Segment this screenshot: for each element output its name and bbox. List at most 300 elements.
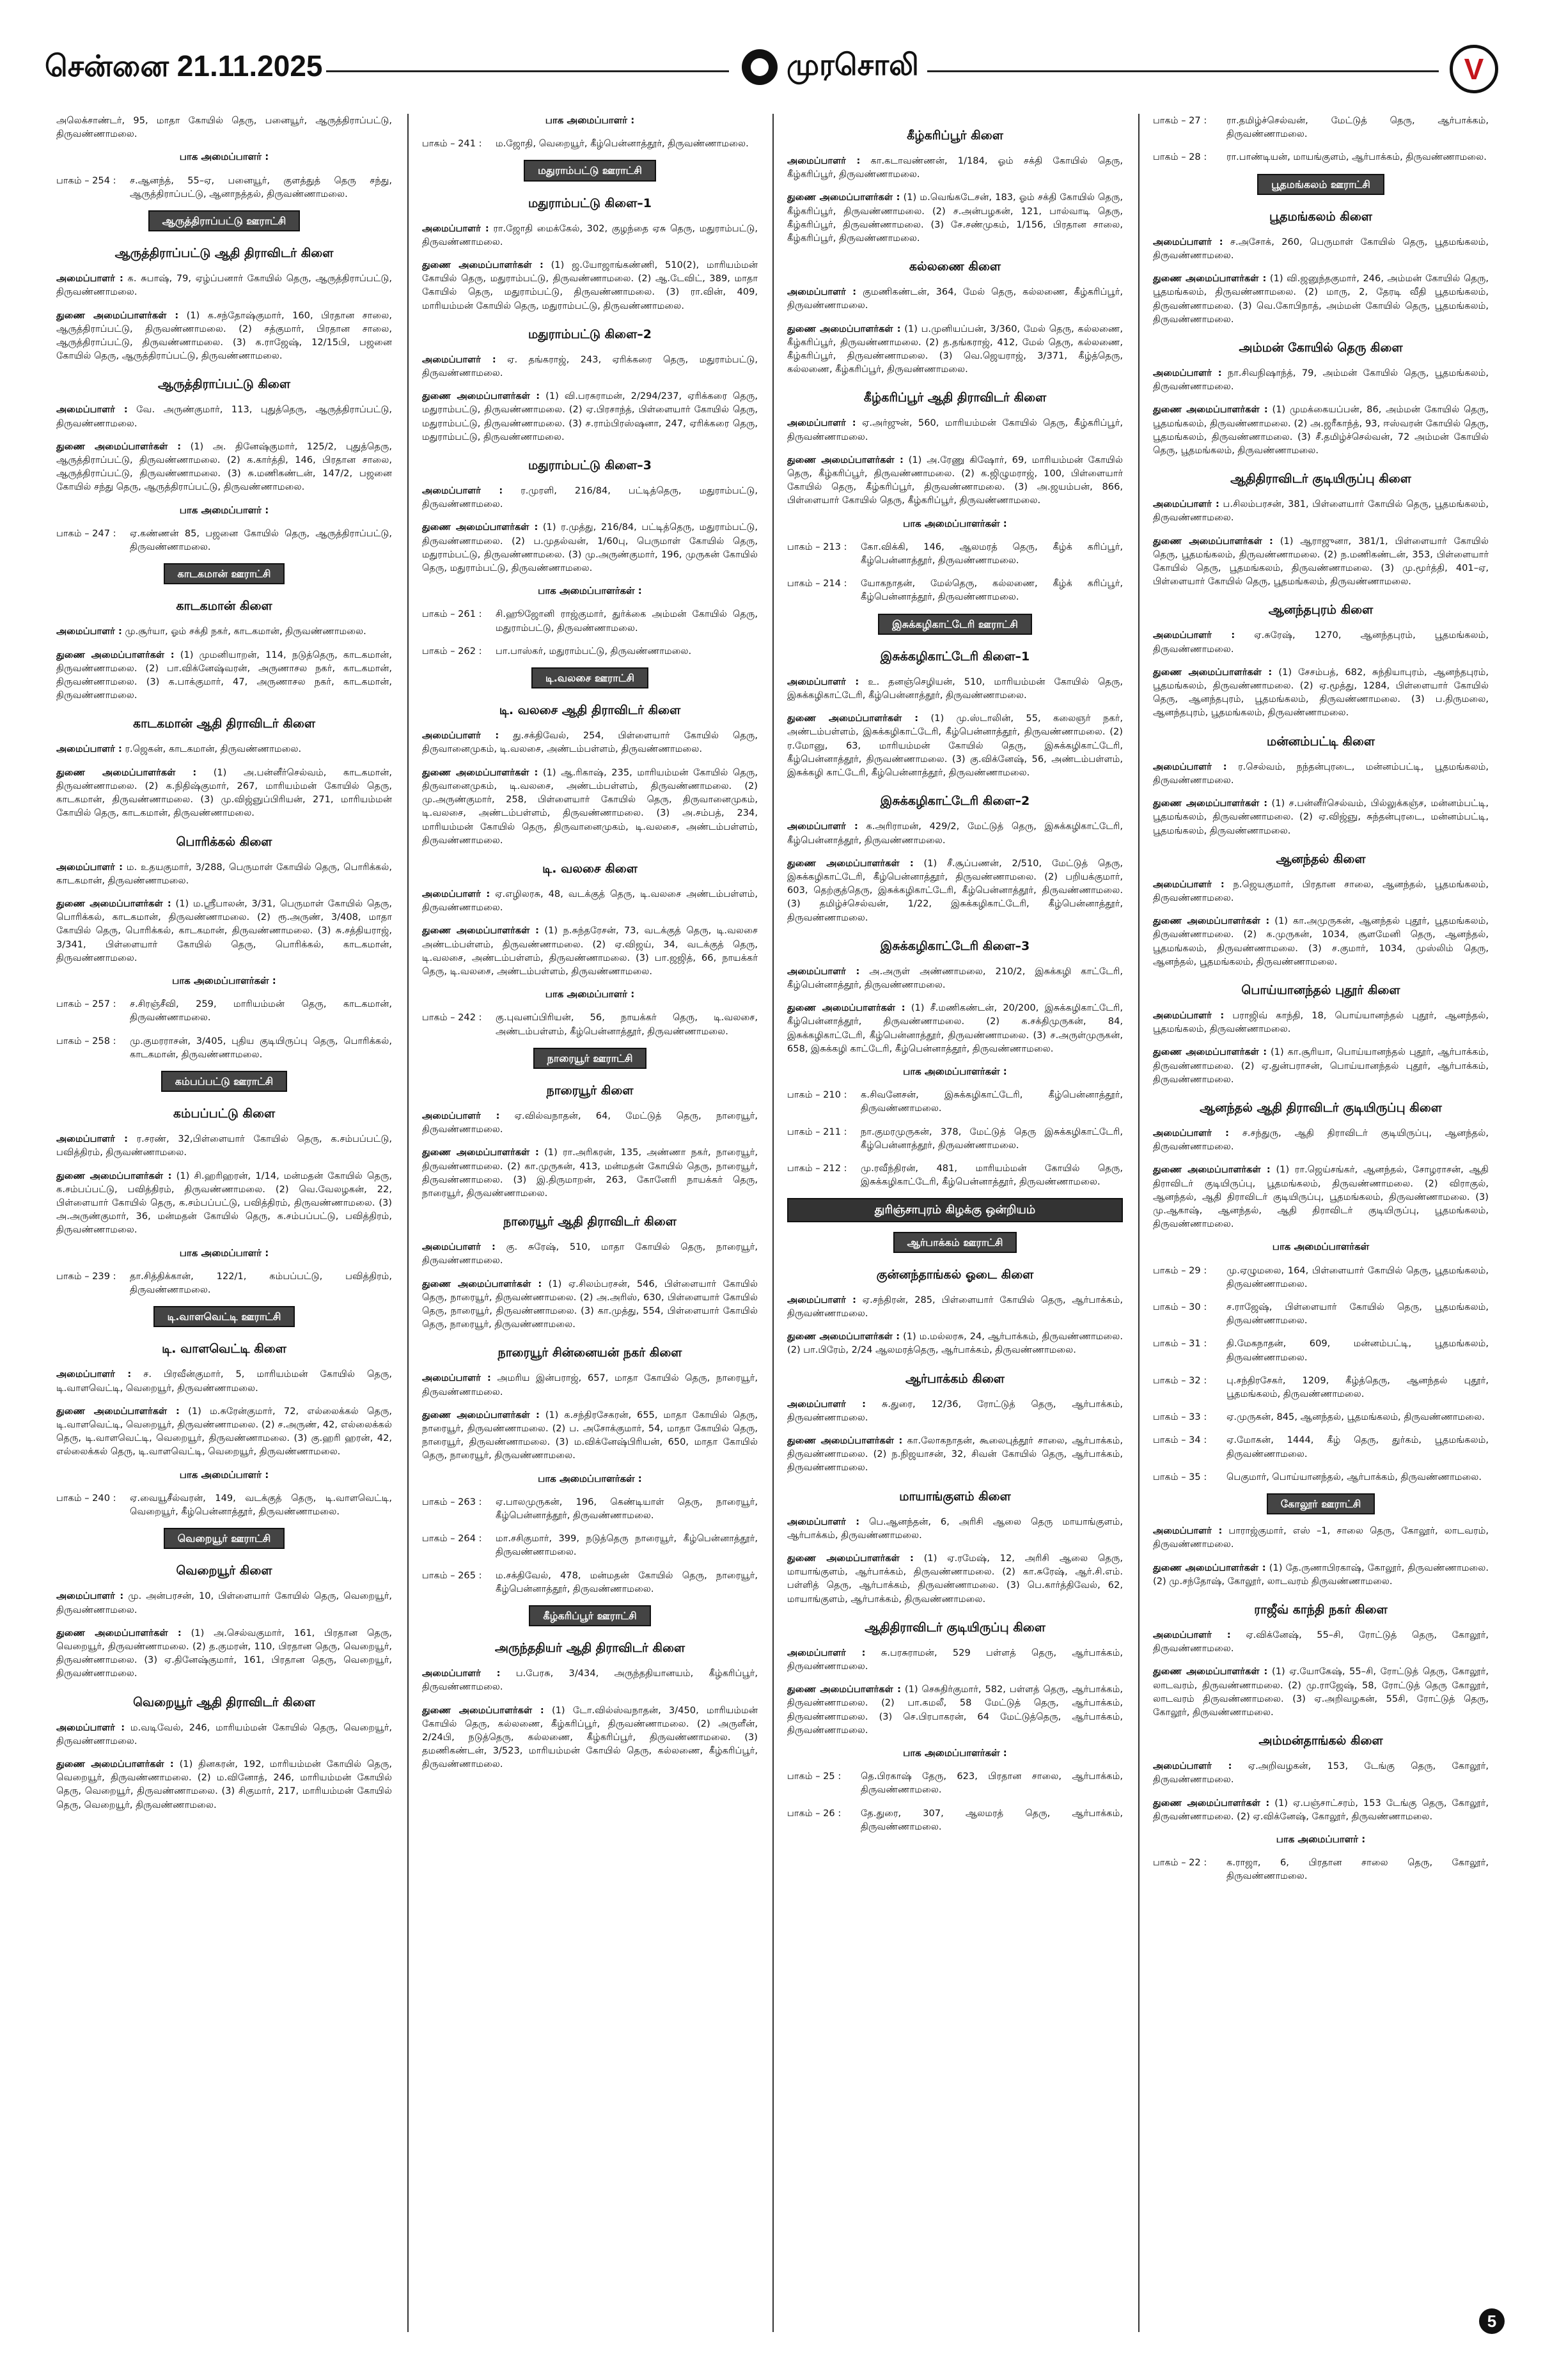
booth-member: ஏ.முருகன், 845, ஆனந்தல், பூதமங்கலம், திருவண்ணாமலை.: [1226, 1412, 1485, 1423]
branch-heading: நாரையூர் ஆதி திராவிடர் கிளை: [503, 1215, 677, 1229]
booth-section-title: பாக அமைப்பாளர்கள் :: [903, 1747, 1007, 1759]
member-entry: [56, 1757, 392, 1812]
booth-section-title: பாக அமைப்பாளர் :: [179, 504, 269, 516]
member-details: து.சக்திவேல், 254, பிள்ளையார் கோயில் தெரு, திருவானைமுகம், டி.வலசை, அண்டம்பள்ளம், திருவண்ணாமலை.: [422, 730, 758, 755]
member-details: (1) வி.ஜனுந்தகுமார், 246, அம்மன் கோயில் தெரு, பூதமங்கலம், திருவண்ணாமலை. (2) மாரு, 2, தேரடி வீதி பூதமங்கலம், திருவண்ணாமலை. (3) வெ.கோபிநாத், அம்மன் கோயில் தெரு, பூதமங்கலம், திருவண்ணாமலை.: [1153, 273, 1489, 325]
member-details: (1) க.சந்தோஷ்குமார், 160, பிரதான சாலை, ஆருத்திராப்பட்டு, திருவண்ணாமலை. (2) சத்குமார், பிரதான சாலை, ஆருத்திராப்பட்டு, திருவண்ணாமலை. (3) க.ராஜேஷ், 12/15பி, பஜனை கோயில் தெரு, ஆருத்திராப்பட்டு, திருவண்ணாமலை.: [56, 309, 392, 362]
member-entry: [422, 1704, 758, 1771]
role-label: அமைப்பாளர் :: [422, 730, 499, 742]
booth-number: பாகம் – 33 :: [1153, 1412, 1207, 1423]
branch-heading: ஆதிதிராவிடர் குடியிருப்பு கிளை: [865, 1620, 1046, 1635]
member-entry: [1153, 1561, 1489, 1588]
booth-member: பு.சந்திரசேகர், 1209, கீழ்த்தெரு, ஆனந்தல் புதூர், பூதமங்கலம், திருவண்ணாமலை.: [1226, 1374, 1489, 1399]
booth-entry: [422, 137, 758, 150]
booth-member: தெ.பிரகாஷ் தேரு, 623, பிரதான சாலை, ஆர்பாக்கம், திருவண்ணாமலை.: [861, 1771, 1123, 1796]
booth-section-title: பாக அமைப்பாளர்கள் :: [538, 585, 642, 597]
branch-heading: வெறையூர் ஆதி திராவிடர் கிளை: [133, 1695, 315, 1709]
booth-section-title: பாக அமைப்பாளர் :: [545, 988, 635, 1000]
member-details: (1) கா.அமுருகன், ஆனந்தல் புதூர், பூதமங்கலம், திருவண்ணாமலை. (2) க.முருகன், 1034, சூளமேனி தெரு, ஆனந்தல், பூதமங்கலம், திருவண்ணாமலை. (3) ச.குமார், 1034, முஸ்லிம் தெரு, ஆனந்தல், பூதமங்கலம், திருவண்ணாமலை.: [1153, 915, 1489, 967]
member-entry: [787, 154, 1123, 181]
role-label: துணை அமைப்பாளர்கள் :: [787, 454, 904, 465]
branch-heading: ஆதிதிராவிடர் குடியிருப்பு கிளை: [1230, 472, 1411, 486]
role-label: அமைப்பாளர் :: [1153, 236, 1223, 247]
booth-number: பாகம் – 35 :: [1153, 1471, 1207, 1482]
paper-name: முரசொலி: [787, 47, 919, 82]
member-details: அமரிய இன்பராஜ், 657, மாதா கோயில் தெரு, நாரையூர், திருவண்ணாமலை.: [422, 1373, 758, 1397]
role-label: அமைப்பாளர் :: [1153, 499, 1219, 510]
role-label: அமைப்பாளர் :: [422, 1110, 500, 1121]
booth-member: ச.சிரஞ்சீவி, 259, மாரியம்மன் தெரு, காடகமான், திருவண்ணாமலை.: [130, 999, 392, 1023]
booth-member: ச.ராஜேஷ், பிள்ளையார் கோயில் தெரு, பூதமங்கலம், திருவண்ணாமலை.: [1226, 1301, 1489, 1326]
member-details: ப.சிலம்பரசன், 381, பிள்ளையார் கோயில் தெரு, பூதமங்கலம், திருவண்ணாமலை.: [1153, 499, 1489, 524]
member-entry: [787, 820, 1123, 846]
member-details: (1) ஜ.யோஜாங்கண்ணி, 510(2), மாரியம்மன் கோயில் தெரு, மதுராம்பட்டு, திருவண்ணாமலை. (2) ஆ.டேவிட், 389, மாதா கோயில் தெரு, மதுராம்பட்டு, திருவண்ணாமலை. (3) ரா.வின், 409, மாரியம்மன் கோயில் தெரு, மதுராம்பட்டு, திருவண்ணாமலை.: [422, 260, 758, 311]
role-label: அமைப்பாளர் :: [56, 273, 123, 284]
member-entry: [56, 1721, 392, 1748]
role-label: துணை அமைப்பாளர்கள் :: [422, 1409, 540, 1420]
member-details: ஏ.சந்திரன், 285, பிள்ளையார் கோயில் தெரு, ஆர்பாக்கம், திருவண்ணாமலை.: [787, 1294, 1123, 1319]
booth-number: பாகம் – 214 :: [787, 578, 847, 589]
role-label: அமைப்பாளர் :: [1153, 1761, 1232, 1772]
booth-number: பாகம் – 262 :: [422, 645, 482, 657]
member-entry: [787, 712, 1123, 779]
member-entry: [1153, 1126, 1489, 1153]
member-entry: [422, 1109, 758, 1136]
member-entry: [787, 675, 1123, 702]
branch-heading: டி. வலசை கிளை: [542, 861, 638, 876]
booth-section-title: பாக அமைப்பாளர் :: [179, 1468, 269, 1481]
member-details: (1) சி.ஹரிஹரன், 1/14, மன்மதன் கோயில் தெரு, க.சம்பப்பட்டு, பவித்திரம், திருவண்ணாமலை. (2) வெ.வேலழகன், 22, பிள்ளையார் கோயில் தெரு, க.சம்பப்பட்டு, பவித்திரம், திருவண்ணாமலை. (3) அ.அருண்குமார், 36, மன்மதன் கோயில் தெரு, க.சம்பப்பட்டு, பவித்திரம், திருவண்ணாமலை.: [56, 1170, 392, 1236]
panchayat-banner: [56, 1528, 392, 1549]
panchayat-banner: [422, 667, 758, 688]
member-entry: [787, 1397, 1123, 1424]
role-label: அமைப்பாளர் :: [1153, 630, 1235, 641]
member-entry: [787, 322, 1123, 377]
booth-entry: [1153, 1433, 1489, 1460]
booth-number: பாகம் – 30 :: [1153, 1301, 1207, 1312]
column-1: [56, 114, 392, 2332]
branch-heading: டி. வாளவெட்டி கிளை: [162, 1342, 286, 1357]
member-details: பெ.ஆனந்தன், 6, அரிசி ஆலை தெரு மாயாங்குளம், ஆர்பாக்கம், திருவண்ணாமலை.: [787, 1516, 1123, 1541]
article-frame: [56, 114, 1489, 2332]
booth-member: கோ.விக்கி, 146, ஆலமரத் தெரு, கீழ்க் கரிப்பூர், கீழ்பென்னாத்தூர், திருவண்ணாமலை.: [861, 541, 1123, 566]
role-label: துணை அமைப்பாளர்கள் :: [787, 857, 914, 869]
member-details: சு.பரசுராமன், 529 பள்ளத் தெரு, ஆர்பாக்கம், திருவண்ணாமலை.: [787, 1647, 1123, 1672]
member-details: ச.அசோக், 260, பெருமாள் கோயில் தெரு, பூதமங்கலம், திருவண்ணாமலை.: [1153, 236, 1489, 261]
role-label: அமைப்பாளர் :: [56, 1133, 128, 1145]
date-line: சென்னை 21.11.2025: [45, 49, 323, 82]
banner-label: காடகமான் ஊராட்சி: [164, 563, 285, 584]
booth-entry: [1153, 1410, 1489, 1424]
member-details: (1) ம.மல்லரசு, 24, ஆர்பாக்கம், திருவண்ணாமலை. (2) பா.பிரேம், 2/24 ஆலமரத்தெரு, ஆர்பாக்கம், திருவண்ணாமலை.: [787, 1331, 1123, 1356]
role-label: அமைப்பாளர் :: [1153, 1127, 1229, 1139]
booth-section-title: பாக அமைப்பாளர்கள் :: [903, 1065, 1007, 1077]
role-label: துணை அமைப்பாளர்கள் :: [787, 1684, 901, 1695]
member-details: (1) ம.சுரேன்குமார், 72, எல்லைக்கல் தெரு, டி.வாளவெட்டி, வெறையூர், திருவண்ணாமலை. (2) ச.அருண், 42, எல்லைக்கல் தெரு, டி.வாளவெட்டி, வெறையூர், திருவண்ணாமலை. (3) கு.ஹரி ஹரன், 42, எல்லைக்கல் தெரு, டி.வாளவெட்டி, வெறையூர், திருவண்ணாமலை.: [56, 1405, 392, 1458]
member-entry: [422, 924, 758, 978]
member-details: பராஜிவ் காந்தி, 18, பொய்யானந்தல் புதூர், ஆனந்தல், பூதமங்கலம், திருவண்ணாமலை.: [1153, 1009, 1489, 1035]
v-badge-icon: V: [1450, 45, 1498, 93]
booth-member: பெகுமார், பொய்யானந்தல், ஆர்பாக்கம், திருவண்ணாமலை.: [1226, 1471, 1482, 1482]
booth-entry: [56, 527, 392, 554]
member-entry: [422, 1667, 758, 1693]
branch-heading: ஆனந்தபுரம் கிளை: [1268, 603, 1374, 618]
panchayat-banner: [422, 1048, 758, 1069]
member-entry: [56, 403, 392, 430]
role-label: துணை அமைப்பாளர்கள் :: [56, 309, 179, 321]
booth-member: ம.ஜோதி, வெறையூர், கீழ்பென்னாத்தூர், திருவண்ணாமலை.: [496, 138, 749, 150]
branch-heading: மதுராம்பட்டு கிளை–3: [528, 458, 652, 473]
booth-entry: [787, 540, 1123, 567]
booth-entry: [56, 1270, 392, 1296]
booth-number: பாகம் – 34 :: [1153, 1435, 1207, 1446]
booth-number: பாகம் – 240 :: [56, 1492, 116, 1504]
member-details: மு.சூர்யா, ஓம் சக்தி நகர், காடகமான், திருவண்ணாமலை.: [125, 626, 366, 637]
branch-heading: அம்மன் கோயில் தெரு கிளை: [1239, 341, 1403, 355]
member-entry: [422, 520, 758, 575]
member-details: (1) டோ.வில்ஸ்வநாதன், 3/450, மாரியம்மன் கோயில் தெரு, கல்லணை, கீழ்கரிப்பூர், திருவண்ணாமலை. (2) அருளீன், 2/24பி, நடுத்தெரு, கல்லணை, கீழ்கரிப்பூர், திருவண்ணாமலை. (3) தமணிகண்டன், 3/523, மாரியம்மன் கோயில் தெரு, கல்லணை, கீழ்கரிப்பூர், திருவண்ணாமலை.: [422, 1704, 758, 1770]
member-entry: [1153, 403, 1489, 457]
booth-member: நா.குமரமுருகன், 378, மேட்டுத் தெரு இசுக்கழிகாட்டேரி, கீழ்பென்னாத்தூர், திருவண்ணாமலை.: [861, 1126, 1123, 1151]
member-details: (1) மு.ஸ்டாலின், 55, கலைஞர் நகர், அண்டம்பள்ளம், இசுக்கழிகாட்டேரி, கீழ்பென்னாத்தூர், திருவண்ணாமலை. (2) ர.மோனு, 63, மாரியம்மன் கோயில் தெரு, இசுக்கழிகாட்டேரி, கீழ்பென்னாத்தூர், திருவண்ணாமலை. (3) கு.விக்னேஷ், 56, அண்டம்பள்ளம், இசுக்கழி காட்டேரி, கீழ்பென்னாத்தூர், திருவண்ணாமலை.: [787, 713, 1123, 779]
panchayat-banner: [56, 210, 392, 231]
member-entry: [1153, 1524, 1489, 1551]
booth-number: பாகம் – 213 :: [787, 541, 847, 552]
member-entry: [56, 1132, 392, 1159]
role-label: துணை அமைப்பாளர்கள் :: [787, 192, 900, 203]
banner-label: கீழ்கரிப்பூர் ஊராட்சி: [529, 1605, 650, 1626]
member-details: க. சுபாஷ், 79, ஏழ்ப்பனார் கோயில் தெரு, ஆருத்திராப்பட்டு, திருவண்ணாமலை.: [56, 273, 392, 298]
role-label: அமைப்பாளர் :: [787, 155, 861, 166]
booth-member: பா.பாஸ்கர், மதுராம்பட்டு, திருவண்ணாமலை.: [496, 645, 692, 657]
member-details: (1) கா.சூரியா, பொய்யானந்தல் புதூர், ஆர்பாக்கம், திருவண்ணாமலை. (2) ஏ.துன்பராசன், பொய்யானந்தல் புதூர், ஆர்பாக்கம், திருவண்ணாமலை.: [1153, 1046, 1489, 1085]
member-details: (1) ஏ.யோகேஷ், 55–சி, ரோட்டுத் தெரு, கோலூர், லாடவரம், திருவண்ணாமலை. (2) மு.ராஜேஷ், 58, ரோட்டுத் தெரு கோலூர், லாடவரம் திருவண்ணாமலை. (3) ஏ.அறிவழகன், 55சி, ரோட்டுத் தெரு, கோலூர், திருவண்ணாமலை.: [1153, 1666, 1489, 1718]
booth-number: பாகம் – 257 :: [56, 999, 116, 1010]
booth-entry: [787, 1088, 1123, 1115]
member-entry: [1153, 1045, 1489, 1086]
member-details: ஏ.அறிவழகன், 153, டேங்கு தெரு, கோலூர், திருவண்ணாமலை.: [1153, 1761, 1489, 1785]
branch-heading: இசுக்கழிகாட்டேரி கிளை–2: [880, 794, 1030, 809]
role-label: துணை அமைப்பாளர்கள் :: [56, 1170, 172, 1181]
role-label: அமைப்பாளர் :: [56, 404, 128, 416]
branch-heading: நாரையூர் கிளை: [546, 1083, 634, 1098]
booth-section-title: பாக அமைப்பாளர் :: [1276, 1833, 1366, 1846]
member-entry: [787, 416, 1123, 443]
branch-heading: காடகமான் கிளை: [176, 599, 272, 614]
member-entry: [422, 887, 758, 914]
role-label: துணை அமைப்பாளர்கள் :: [422, 522, 538, 533]
role-label: துணை அமைப்பாளர்கள் :: [422, 925, 539, 937]
member-entry: [422, 258, 758, 313]
role-label: அமைப்பாளர் :: [56, 861, 123, 873]
member-entry: [787, 453, 1123, 508]
role-label: அமைப்பாளர் :: [56, 1591, 124, 1602]
booth-number: பாகம் – 263 :: [422, 1496, 482, 1507]
booth-member: மா.சசிகுமார், 399, நடுத்தெரு நாரையூர், கீழ்பென்னாத்தூர், திருவண்ணாமலை.: [496, 1533, 758, 1558]
branch-heading: ஆர்பாக்கம் கிளை: [905, 1371, 1005, 1386]
member-details: (1) ச.பன்னீர்செல்வம், பில்லுக்கஞ்ச, மன்னம்பட்டி, பூதமங்கலம், திருவண்ணாமலை. (2) ஏ.விஜ்ஞு, சுந்தன்புரடை, மன்னம்பட்டி, பூதமங்கலம், திருவண்ணாமலை.: [1153, 798, 1489, 836]
member-entry: [422, 766, 758, 847]
member-details: பாராஜ்குமார், எஸ் –1, சாலை தெரு, கோலூர், லாடவரம், திருவண்ணாமலை.: [1153, 1525, 1489, 1550]
booth-number: பாகம் – 242 :: [422, 1012, 482, 1023]
booth-section-title: பாக அமைப்பாளர்கள்: [1272, 1241, 1370, 1253]
branch-heading: இசுக்கழிகாட்டேரி கிளை–3: [880, 938, 1030, 953]
booth-number: பாகம் – 239 :: [56, 1270, 116, 1282]
role-label: அமைப்பாளர் :: [422, 1668, 501, 1679]
member-entry: [1153, 1163, 1489, 1231]
panchayat-banner: [422, 160, 758, 181]
member-details: க.அரிராமன், 429/2, மேட்டுத் தெரு, இசுக்கழிகாட்டேரி, கீழ்பென்னாத்தூர், திருவண்ணாமலை.: [787, 821, 1123, 846]
member-entry: [1153, 1009, 1489, 1036]
column-4: [1153, 114, 1489, 2332]
panchayat-banner: [422, 1605, 758, 1626]
role-label: அமைப்பாளர் :: [1153, 1525, 1223, 1537]
role-label: அமைப்பாளர் :: [787, 1398, 866, 1410]
member-details: (1) க.சந்திரசேகரன், 655, மாதா கோயில் தெரு, நாரையூர், திருவண்ணாமலை. (2) ப. அசோக்குமார், 54, மாதா கோயில் தெரு, நாரையூர், திருவண்ணாமலை. (3) ம.விக்னேஷ்பிரியன், 650, மாதா கோயில் தெரு, நாரையூர், திருவண்ணாமலை.: [422, 1409, 758, 1461]
booth-entry: [422, 644, 758, 658]
paper-name-block: [742, 47, 919, 86]
booth-number: பாகம் – 29 :: [1153, 1264, 1207, 1276]
booth-entry: [422, 1495, 758, 1522]
member-details: சு.துரை, 12/36, ரோட்டுத் தெரு, ஆர்பாக்கம், திருவண்ணாமலை.: [787, 1398, 1123, 1423]
member-entry: [56, 860, 392, 887]
booth-entry: [1153, 150, 1489, 164]
booth-member: ஏ.பாலமுருகன், 196, கெண்டியாள் தெரு, நாரையூர், கீழ்பென்னாத்தூர், திருவண்ணாமலை.: [496, 1496, 758, 1521]
booth-number: பாகம் – 26 :: [787, 1807, 842, 1819]
booth-entry: [422, 607, 758, 634]
member-entry: [1153, 534, 1489, 589]
member-entry: [787, 285, 1123, 312]
member-details: ர.ஜெகன், காடகமான், திருவண்ணாமலை.: [125, 743, 302, 755]
role-label: துணை அமைப்பாளர்கள் :: [1153, 273, 1267, 284]
branch-heading: கம்பப்பட்டு கிளை: [173, 1107, 276, 1121]
booth-entry: [422, 1569, 758, 1596]
role-label: அமைப்பாளர் :: [1153, 761, 1227, 772]
member-details: (1) ஏ.ரமேஷ், 12, அரிசி ஆலை தெரு, மாயாங்குளம், ஆர்பாக்கம், திருவண்ணாமலை. (2) கா.சுரேஷ், ஆர்.சி.எம். பள்ளித் தெரு, ஆர்பாக்கம், திருவண்ணாமலை. (3) பெ.கார்த்திவேல், 62, மாயாங்குளம், ஆர்பாக்கம், திருவண்ணாமலை.: [787, 1553, 1123, 1605]
member-entry: [1153, 914, 1489, 968]
role-label: துணை அமைப்பாளர்கள் :: [422, 1147, 539, 1158]
banner-label: நாரையூர் ஊராட்சி: [533, 1048, 647, 1069]
booth-member: ரா.பாண்டியன், மாயங்குளம், ஆர்பாக்கம், திருவண்ணாமலை.: [1226, 152, 1487, 163]
member-details: (1) முமனியாறன், 114, நடுத்தெரு, காடகமான், திருவண்ணாமலை. (2) பா.விக்னேஷ்வரன், அருணாசல நகர், காடகமான், திருவண்ணாமலை. (3) க.பாக்குமார், 47, அருணாசல நகர், காடகமான், திருவண்ணாமலை.: [56, 649, 392, 701]
role-label: துணை அமைப்பாளர்கள் :: [1153, 915, 1270, 927]
booth-number: பாகம் – 210 :: [787, 1089, 847, 1101]
member-details: (1) வி.பரசுராமன், 2/294/237, ஏரிக்கரை தெரு, மதுராம்பட்டு, திருவண்ணாமலை. (2) ஏ.பிரசாந்த், பிள்ளையார் கோயில் தெரு, மதுராம்பட்டு, திருவண்ணாமலை. (3) ச.ராம்பிரஸ்ஷனா, 247, ஏரிக்கரை தெரு, மதுராம்பட்டு, திருவண்ணாமலை.: [422, 391, 758, 442]
member-entry: [56, 440, 392, 494]
member-details: (1) ஆராஜுனா, 381/1, பிள்ளையார் கோயில் தெரு, பூதமங்கலம், திருவண்ணாமலை. (2) ந.மணிகண்டன், 353, பிள்ளையார் கோயில் தெரு, பூதமங்கலம், திருவண்ணாமலை. (3) மு.மூர்த்தி, 401–ஏ, பிள்ளையார் கோயில் தெரு, பூதமங்கலம், திருவண்ணாமலை.: [1153, 535, 1489, 587]
member-entry: [1153, 235, 1489, 262]
column-divider: [407, 114, 409, 2332]
branch-heading: கல்லணை கிளை: [909, 260, 1001, 274]
member-entry: [1153, 797, 1489, 837]
member-details: (1) அ. தினேஷ்குமார், 125/2, புதுத்தெரு, ஆருத்திராப்பட்டு, திருவண்ணாமலை. (2) க.கார்த்தி, 146, பிரதான சாலை, ஆருத்திராப்பட்டு, திருவண்ணாமலை. (3) சு.மணிகண்டன், 147/2, பஜனை கோயில் சந்து தெரு, ஆருத்திராப்பட்டு, திருவண்ணாமலை.: [56, 440, 392, 493]
union-banner: [787, 1198, 1123, 1222]
role-label: துணை அமைப்பாளர்கள் :: [787, 323, 901, 334]
member-details: (1) சீ.மணிகண்டன், 20/200, இசுக்கழிகாட்டேரி, கீழ்பென்னாத்தூர், திருவண்ணாமலை. (2) க.சக்திமுருகன், 84, இசுக்கழிகாட்டேரி, கீழ்பென்னாத்தூர், திருவண்ணாமலை. (3) ச.அருள்முருகன், 658, இசுக்கழி காட்டேரி, கீழ்பென்னாத்தூர், திருவண்ணாமலை.: [787, 1002, 1123, 1054]
role-label: துணை அமைப்பாளர்கள் :: [1153, 535, 1273, 547]
panchayat-banner: [56, 1071, 392, 1092]
booth-section-title: பாக அமைப்பாளர்கள் :: [172, 974, 276, 986]
booth-member: ம.சக்திவேல், 478, மன்மதன் கோயில் தெரு, நாரையூர், கீழ்பென்னாத்தூர், திருவண்ணாமலை.: [496, 1569, 758, 1594]
role-label: துணை அமைப்பாளர்கள் :: [787, 1553, 914, 1564]
role-label: துணை அமைப்பாளர்கள் :: [1153, 1046, 1267, 1058]
branch-heading: காடகமான் ஆதி திராவிடர் கிளை: [132, 717, 316, 731]
role-label: அமைப்பாளர் :: [787, 965, 860, 977]
member-entry: [1153, 1796, 1489, 1823]
member-details: (1) ம.ஸ்ரீபாலன், 3/31, பெருமாள் கோயில் தெரு, பொரிக்கல், காடகமான், திருவண்ணாமலை. (2) ரூ.அருண், 3/408, மாதா கோயில் தெரு, பொரிக்கல், காடகமான், திருவண்ணாமலை. (3) சு.சத்தியராஜ், 3/341, பிள்ளையார் கோயில் தெரு, பொரிக்கல், காடகமான், திருவண்ணாமலை.: [56, 898, 392, 963]
member-entry: [1153, 628, 1489, 655]
banner-label: கோலூர் ஊராட்சி: [1267, 1493, 1375, 1514]
role-label: துணை அமைப்பாளர்கள் :: [787, 1331, 900, 1342]
role-label: அமைப்பாளர் :: [56, 626, 122, 637]
member-details: கா.கடாவண்ணன், 1/184, ஓம் சக்தி கோயில் தெரு, கீழ்கரிப்பூர், திருவண்ணாமலை.: [787, 155, 1123, 180]
member-entry: [1153, 1665, 1489, 1719]
member-entry: [1153, 1759, 1489, 1786]
booth-section-title: பாக அமைப்பாளர்கள் :: [903, 517, 1007, 529]
column-3: [787, 114, 1123, 2332]
member-details: (1) சேசம்பத், 682, சுந்தியாபுரம், ஆனந்தபுரம், பூதமங்கலம், திருவண்ணாமலை. (2) ஏ.மூத்து, 1284, பிள்ளையார் கோயில் தெரு, ஆனந்தபுரம், பூதமங்கலம், திருவண்ணாமலை. (3) ப.திருமலை, ஆனந்தபுரம், பூதமங்கலம், திருவண்ணாமலை.: [1153, 666, 1489, 719]
booth-number: பாகம் – 247 :: [56, 527, 116, 539]
role-label: அமைப்பாளர் :: [56, 1369, 132, 1380]
role-label: துணை அமைப்பாளர்கள் :: [56, 1627, 182, 1638]
member-entry: [422, 1371, 758, 1398]
member-entry: [56, 1367, 392, 1394]
role-label: துணை அமைப்பாளர்கள் :: [787, 1435, 903, 1446]
branch-heading: பொய்யானந்தல் புதூர் கிளை: [1241, 983, 1400, 997]
booth-entry: [1153, 1300, 1489, 1327]
role-label: துணை அமைப்பாளர்கள் :: [1153, 404, 1268, 416]
member-details: ந.ஜெயகுமார், பிரதான சாலை, ஆனந்தல், பூதமங்கலம், திருவண்ணாமலை.: [1153, 878, 1489, 903]
member-entry: [422, 1408, 758, 1463]
member-details: ரா.ஜோதி மைக்கேல், 302, குழந்தை ஏசு தெரு, மதுராம்பட்டு, திருவண்ணாமலை.: [422, 222, 758, 247]
booth-section-title: பாக அமைப்பாளர்கள் :: [538, 1472, 642, 1484]
member-entry: [787, 1515, 1123, 1542]
booth-number: பாகம் – 32 :: [1153, 1374, 1207, 1386]
role-label: அமைப்பாளர் :: [787, 1294, 856, 1305]
booth-member: தே.துரை, 307, ஆலமரத் தெரு, ஆர்பாக்கம், திருவண்ணாமலை.: [861, 1807, 1123, 1832]
masthead: [45, 45, 1498, 96]
member-entry: [56, 1404, 392, 1459]
branch-heading: அருந்ததியர் ஆதி திராவிடர் கிளை: [494, 1641, 685, 1656]
panchayat-banner: [787, 614, 1123, 635]
branch-heading: பொரிக்கல் கிளை: [176, 834, 272, 849]
member-details: ப.பேரசு, 3/434, அருந்ததியானயம், கீழ்கரிப்பூர், திருவண்ணாமலை.: [422, 1668, 758, 1693]
member-entry: [1153, 878, 1489, 905]
role-label: அமைப்பாளர் :: [787, 286, 857, 298]
member-entry: [787, 1330, 1123, 1357]
booth-entry: [422, 1532, 758, 1559]
panchayat-banner: [1153, 174, 1489, 195]
role-label: அமைப்பாளர் :: [787, 821, 858, 832]
member-entry: [422, 729, 758, 756]
member-entry: [787, 1646, 1123, 1673]
member-details: (1) ரா.ஜெய்சங்கர், ஆனந்தல், சோழராசன், ஆதி திராவிடர் குடியிருப்பு, பூதமங்கலம், திருவண்ணாமலை. (2) விராகுல், ஆனந்தல், ஆதி திராவிடர் குடியிருப்பு, பூதமங்கலம், திருவண்ணாமலை. (3) மு.ஆகாஷ், ஆனந்தல், ஆதி திராவிடர் குடியிருப்பு, பூதமங்கலம், திருவண்ணாமலை.: [1153, 1164, 1489, 1230]
role-label: துணை அமைப்பாளர்கள் :: [1153, 798, 1268, 809]
role-label: அமைப்பாளர் :: [422, 222, 489, 234]
member-entry: [787, 857, 1123, 924]
branch-heading: டி. வலசை ஆதி திராவிடர் கிளை: [499, 703, 681, 718]
role-label: துணை அமைப்பாளர்கள் :: [787, 1002, 905, 1014]
banner-label: கம்பப்பட்டு ஊராட்சி: [161, 1071, 287, 1092]
role-label: அமைப்பாளர் :: [787, 1647, 866, 1658]
booth-entry: [422, 1011, 758, 1038]
member-entry: [56, 1589, 392, 1616]
member-entry: [422, 484, 758, 511]
role-label: அமைப்பாளர் :: [422, 888, 490, 899]
role-label: அமைப்பாளர் :: [787, 1516, 860, 1527]
member-details: (1) அ.செல்வகுமார், 161, பிரதான தெரு, வெறையூர், திருவண்ணாமலை. (2) த.குமரன், 110, பிரதான தெரு, வெறையூர், திருவண்ணாமலை. (3) ஏ.தினேஷ்குமார், 161, பிரதான தெரு, வெறையூர், திருவண்ணாமலை.: [56, 1627, 392, 1679]
booth-entry: [1153, 1264, 1489, 1291]
member-entry: [1153, 497, 1489, 524]
member-entry: [422, 222, 758, 249]
page-number: 5: [1479, 2308, 1505, 2334]
member-details: (1) ஏ.பஞ்சாட்சரம், 153 டேங்கு தெரு, கோலூர், திருவண்ணாமலை. (2) ஏ.விக்னேஷ், கோலூர், திருவண்ணாமலை.: [1153, 1797, 1489, 1822]
role-label: அமைப்பாளர் :: [787, 676, 859, 687]
booth-member: ஏ.வையூசீல்வரன், 149, வடக்குத் தெரு, டி.வாளவெட்டி, வெறையூர், கீழ்பென்னாத்தூர், திருவண்ணாமலை.: [130, 1492, 392, 1517]
column-divider: [772, 114, 774, 2332]
branch-heading: ராஜீவ் காந்தி நகர் கிளை: [1254, 1603, 1388, 1617]
booth-entry: [787, 1769, 1123, 1796]
member-entry: [422, 1146, 758, 1200]
banner-label: டி.வலசை ஊராட்சி: [531, 667, 648, 688]
member-entry: [56, 1169, 392, 1237]
role-label: துணை அமைப்பாளர்கள் :: [422, 766, 538, 778]
booth-number: பாகம் – 212 :: [787, 1162, 847, 1174]
role-label: அமைப்பாளர் :: [422, 1241, 496, 1253]
booth-member: தா.சித்திக்கான், 122/1, கம்பப்பட்டு, பவித்திரம், திருவண்ணாமலை.: [130, 1270, 392, 1295]
member-entry: [56, 648, 392, 703]
member-details: நா.சிவநிஷாந்த், 79, அம்மன் கோயில் தெரு, பூதமங்கலம், திருவண்ணாமலை.: [1153, 368, 1489, 393]
role-label: துணை அமைப்பாளர்கள் :: [1153, 1562, 1266, 1573]
booth-number: பாகம் – 258 :: [56, 1035, 116, 1046]
member-details: (1) அ.ரேணு கிஷோர், 69, மாரியம்மன் கோயில் தெரு, கீழ்கரிப்பூர், திருவண்ணாமலை. (2) க.ஜிழுமராஜ், 100, பிள்ளையார் கோயில் தெரு, கீழ்கரிப்பூர், திருவண்ணாமலை. (3) அ.ஜயம்பன், 866, பிள்ளையார் கோயில் தெரு, கீழ்கரிப்பூர், திருவண்ணாமலை.: [787, 454, 1123, 506]
member-details: ஏ. தங்கராஜ், 243, ஏரிக்கரை தெரு, மதுராம்பட்டு, திருவண்ணாமலை.: [422, 354, 758, 379]
panchayat-banner: [56, 1306, 392, 1327]
banner-label: துரிஞ்சாபுரம் கிழக்கு ஒன்றியம்: [787, 1198, 1123, 1222]
booth-entry: [1153, 1470, 1489, 1484]
member-entry: [422, 353, 758, 380]
member-details: (1) ர.முத்து, 216/84, பட்டித்தெரு, மதுராம்பட்டு, திருவண்ணாமலை. (2) ப.முதல்வன், 1/60பு, பெருமாள் கோயில் தெரு, மதுராம்பட்டு, திருவண்ணாமலை. (3) மு.அருண்குமார், 196, முருகன் கோயில் தெரு, மதுராம்பட்டு, திருவண்ணாமலை.: [422, 522, 758, 574]
member-details: ஏ.அர்ஜுன், 560, மாரியம்மன் கோயில் தெரு, கீழ்கரிப்பூர், திருவண்ணாமலை.: [787, 417, 1123, 442]
booth-entry: [1153, 1337, 1489, 1364]
booth-entry: [787, 1125, 1123, 1152]
member-details: அ.அருள் அண்ணாமலை, 210/2, இசுக்கழி காட்டேரி, கீழ்பென்னாத்தூர், திருவண்ணாமலை.: [787, 965, 1123, 990]
member-entry: [787, 1434, 1123, 1475]
banner-label: டி.வாளவெட்டி ஊராட்சி: [153, 1306, 295, 1327]
booth-section-title: பாக அமைப்பாளர் :: [179, 1247, 269, 1259]
panchayat-banner: [1153, 1493, 1489, 1514]
banner-label: வெறையூர் ஊராட்சி: [164, 1528, 285, 1549]
member-details: கு. சுரேஷ், 510, மாதா கோயில் தெரு, நாரையூர், திருவண்ணாமலை.: [422, 1241, 758, 1266]
branch-heading: மாயாங்குளம் கிளை: [899, 1489, 1011, 1504]
role-label: துணை அமைப்பாளர்கள் :: [56, 1405, 180, 1417]
branch-heading: ஆருத்திராப்பட்டு ஆதி திராவிடர் கிளை: [114, 246, 334, 261]
member-details: உ. தனஞ்செழியன், 510, மாரியம்மன் கோயில் தெரு, இசுக்கழிகாட்டேரி, கீழ்பென்னாத்தூர், திருவண்ணாமலை.: [787, 676, 1123, 701]
branch-heading: கீழ்கரிப்பூர் ஆதி திராவிடர் கிளை: [863, 391, 1047, 405]
member-details: (1) ப.முனியப்பன், 3/360, மேல் தெரு, கல்லணை, கீழ்கரிப்பூர், திருவண்ணாமலை. (2) த.தங்கராஜ், 412, மேல் தெரு, கல்லணை, கீழ்கரிப்பூர், திருவண்ணாமலை. (3) வெ.ஜெயராஜ், 3/371, கீழ்த்தெரு, கல்லணை, கீழ்கரிப்பூர், திருவண்ணாமலை.: [787, 323, 1123, 375]
role-label: துணை அமைப்பாளர்கள் :: [56, 898, 171, 909]
continued-entry: [56, 114, 392, 141]
member-entry: [56, 309, 392, 363]
member-entry: [1153, 665, 1489, 720]
role-label: துணை அமைப்பாளர்கள் :: [422, 260, 544, 271]
booth-number: பாகம் – 25 :: [787, 1771, 842, 1782]
role-label: அமைப்பாளர் :: [1153, 1009, 1225, 1021]
booth-entry: [56, 1491, 392, 1518]
booth-member: க.சிவனேசன், இசுக்கழிகாட்டேரி, கீழ்பென்னாத்தூர், திருவண்ணாமலை.: [861, 1089, 1123, 1114]
member-details: (1) தினகரன், 192, மாரியம்மன் கோயில் தெரு, வெறையூர், திருவண்ணாமலை. (2) ம.வினோத், 246, மாரியம்மன் கோயில் தெரு, வெறையூர், திருவண்ணாமலை. (3) சிகுமார், 217, மாரியம்மன் கோயில் தெரு, வெறையூர், திருவண்ணாமலை.: [56, 1759, 392, 1810]
member-entry: [56, 766, 392, 820]
